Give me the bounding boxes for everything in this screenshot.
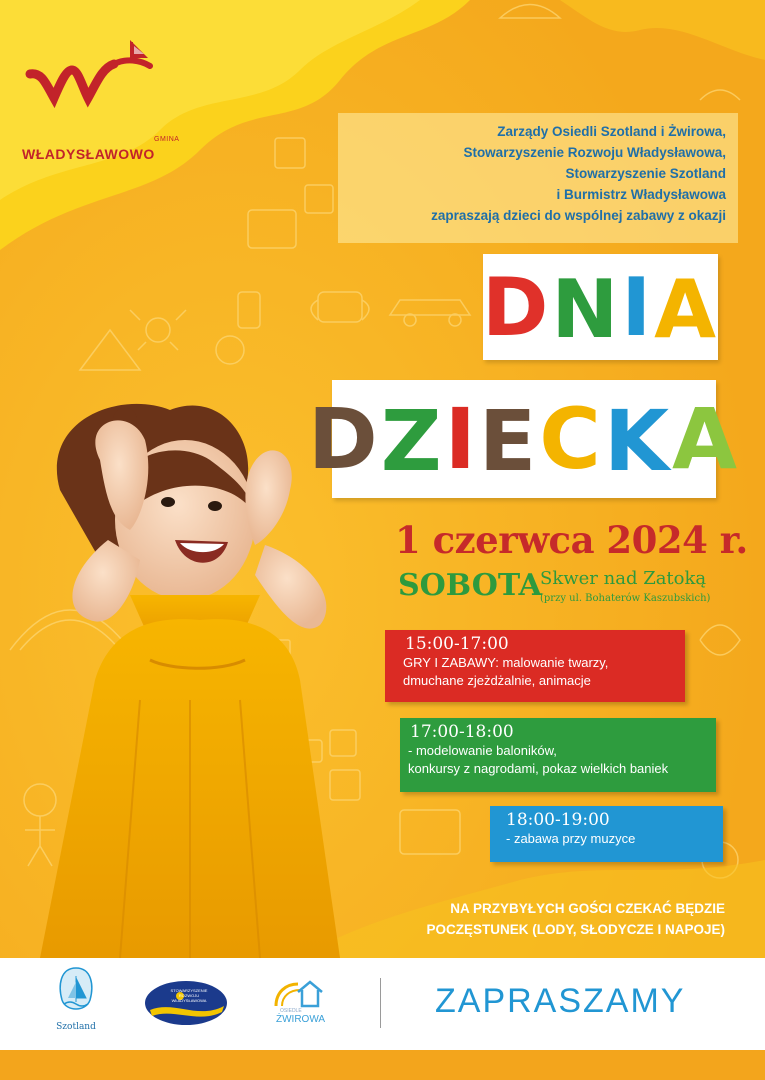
footer-divider [380, 978, 381, 1028]
event-day: SOBOTA [398, 568, 542, 603]
headline-letter: D [307, 390, 381, 488]
intro-line: Zarządy Osiedli Szotland i Żwirowa, [497, 124, 726, 139]
slot-desc: konkursy z nagrodami, pokaz wielkich baniek [408, 761, 669, 776]
headline-letter: N [551, 262, 622, 356]
stowarzyszenie-logo-icon [144, 980, 228, 1026]
headline-letter: I [444, 390, 479, 488]
zwirowa-name-label: ŻWIROWA [276, 1014, 326, 1025]
headline-letter: I [621, 260, 655, 354]
stowarzyszenie-label: STOWARZYSZENIE ROZWOJU WŁADYSŁAWOWA [170, 988, 208, 1003]
headline-box-dnia [483, 254, 718, 360]
headline-letter: C [539, 390, 604, 488]
slot-desc: dmuchane zjeżdżalnie, animacje [403, 673, 591, 688]
invitation-cta: ZAPRASZAMY [435, 982, 686, 1020]
refreshments-note [370, 898, 725, 940]
intro-line: Stowarzyszenie Szotland [565, 166, 726, 181]
headline-dnia [483, 254, 718, 360]
zwirowa-small-label: OSIEDLE [280, 1008, 302, 1014]
szotland-label: Szotland [56, 1022, 96, 1032]
headline-box-dziecka [307, 380, 741, 498]
intro-line: zapraszają dzieci do wspólnej zabawy z okazji [431, 208, 726, 223]
intro-line: i Burmistrz Władysławowa [556, 187, 726, 202]
refreshments-line: POCZĘSTUNEK (LODY, SŁODYCZE I NAPOJE) [426, 922, 725, 937]
headline-letter: A [672, 390, 741, 488]
schedule-slot-3 [490, 806, 723, 862]
slot-time: 15:00-17:00 [405, 634, 509, 654]
intro-line: Stowarzyszenie Rozwoju Władysławowa, [463, 145, 726, 160]
osiedle-zwirowa-logo [268, 976, 328, 1030]
wladyslawowo-logo-icon [22, 36, 172, 116]
stowarzyszenie-logo [144, 980, 228, 1026]
slot-desc: - modelowanie baloników, [408, 743, 557, 758]
headline-dziecka [307, 380, 741, 498]
headline-letter: D [481, 260, 552, 354]
headline-letter: E [478, 392, 540, 490]
logo-gmina-label: GMINA [154, 136, 180, 143]
wladyslawowo-logo [22, 36, 182, 162]
organizers-intro [338, 113, 738, 243]
slot-desc: - zabawa przy muzyce [506, 831, 636, 846]
osiedle-zwirowa-logo-icon [268, 976, 328, 1010]
szotland-logo-icon [52, 966, 100, 1018]
event-date: 1 czerwca 2024 r. [395, 518, 748, 562]
headline-letter: K [603, 392, 673, 490]
headline-letter: A [654, 262, 720, 356]
logo-name-label: WŁADYSŁAWOWO [22, 146, 155, 162]
schedule-slot-1 [385, 630, 685, 702]
slot-time: 17:00-18:00 [410, 722, 514, 742]
event-place: Skwer nad Zatoką [540, 568, 707, 589]
szotland-logo [52, 966, 100, 1036]
schedule-slot-2 [400, 718, 716, 792]
slot-desc: GRY I ZABAWY: malowanie twarzy, [403, 655, 609, 670]
bottom-strip [0, 1050, 765, 1080]
event-place-note: (przy ul. Bohaterów Kaszubskich) [540, 593, 711, 604]
slot-time: 18:00-19:00 [506, 810, 610, 830]
headline-letter: Z [380, 392, 445, 490]
refreshments-line: NA PRZYBYŁYCH GOŚCI CZEKAĆ BĘDZIE [450, 901, 725, 916]
